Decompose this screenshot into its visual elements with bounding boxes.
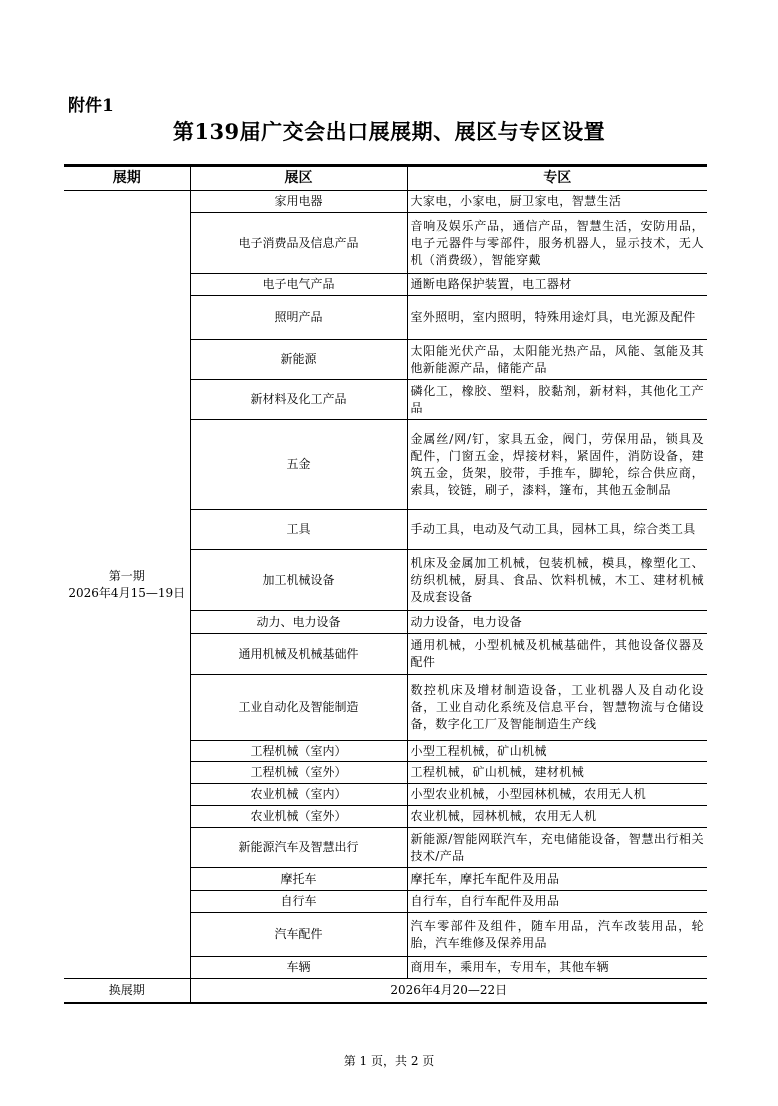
page-title: 第139届广交会出口展展期、展区与专区设置 <box>172 119 606 144</box>
phase-name: 第一期 <box>108 568 145 583</box>
zone-cell: 通用机械，小型机械及机械基础件，其他设备仪器及配件 <box>407 634 707 675</box>
area-cell: 通用机械及机械基础件 <box>190 634 407 675</box>
area-cell: 动力、电力设备 <box>190 611 407 634</box>
phase-date: 2026年4月15—19日 <box>68 585 186 600</box>
zone-cell: 手动工具，电动及气动工具，园林工具，综合类工具 <box>407 510 707 550</box>
zone-cell: 室外照明，室内照明，特殊用途灯具，电光源及配件 <box>407 296 707 340</box>
zone-cell: 动力设备，电力设备 <box>407 611 707 634</box>
header-zone: 专区 <box>407 166 707 191</box>
area-cell: 自行车 <box>190 891 407 913</box>
area-cell: 新材料及化工产品 <box>190 380 407 420</box>
page-footer: 第 1 页，共 2 页 <box>343 1054 435 1068</box>
changeover-date: 2026年4月20—22日 <box>190 979 707 1004</box>
exhibition-table <box>64 164 707 1004</box>
area-cell: 新能源汽车及智慧出行 <box>190 828 407 868</box>
area-cell: 农业机械（室外） <box>190 806 407 828</box>
changeover-label: 换展期 <box>64 979 190 1004</box>
zone-cell: 小型农业机械，小型园林机械，农用无人机 <box>407 784 707 806</box>
header-area: 展区 <box>190 166 407 191</box>
zone-cell: 摩托车，摩托车配件及用品 <box>407 868 707 891</box>
zone-cell: 工程机械，矿山机械，建材机械 <box>407 762 707 784</box>
zone-cell: 商用车，乘用车，专用车，其他车辆 <box>407 957 707 979</box>
area-cell: 电子电气产品 <box>190 274 407 296</box>
table-header-row <box>64 166 707 191</box>
zone-cell: 机床及金属加工机械，包装机械，模具，橡塑化工、纺织机械，厨具、食品、饮料机械，木工、建材机械及成套设备 <box>407 550 707 611</box>
area-cell: 照明产品 <box>190 296 407 340</box>
area-cell: 汽车配件 <box>190 913 407 957</box>
zone-cell: 小型工程机械，矿山机械 <box>407 741 707 762</box>
area-cell: 工业自动化及智能制造 <box>190 675 407 741</box>
area-cell: 农业机械（室内） <box>190 784 407 806</box>
table-row <box>64 191 707 213</box>
area-cell: 工程机械（室外） <box>190 762 407 784</box>
zone-cell: 汽车零部件及组件，随车用品，汽车改装用品，轮胎，汽车维修及保养用品 <box>407 913 707 957</box>
zone-cell: 数控机床及增材制造设备，工业机器人及自动化设备，工业自动化系统及信息平台，智慧物流与仓储设备，数字化工厂及智能制造生产线 <box>407 675 707 741</box>
area-cell: 摩托车 <box>190 868 407 891</box>
table-body <box>64 191 707 1004</box>
header-phase: 展期 <box>64 166 190 191</box>
zone-cell: 农业机械，园林机械，农用无人机 <box>407 806 707 828</box>
changeover-row <box>64 979 707 1004</box>
zone-cell: 通断电路保护装置，电工器材 <box>407 274 707 296</box>
zone-cell: 磷化工，橡胶、塑料，胶黏剂，新材料，其他化工产品 <box>407 380 707 420</box>
zone-cell: 音响及娱乐产品，通信产品，智慧生活，安防用品，电子元器件与零部件，服务机器人，显示技术，无人机（消费级），智能穿戴 <box>407 213 707 274</box>
zone-cell: 太阳能光伏产品，太阳能光热产品，风能、氢能及其他新能源产品，储能产品 <box>407 340 707 380</box>
area-cell: 五金 <box>190 420 407 510</box>
zone-cell: 自行车，自行车配件及用品 <box>407 891 707 913</box>
zone-cell: 金属丝/网/钉，家具五金，阀门，劳保用品，锁具及配件，门窗五金，焊接材料，紧固件，消防设备，建筑五金，货架，胶带，手推车，脚轮，综合供应商，索具，铰链，刷子，漆料，篷布，其他五金制品 <box>407 420 707 510</box>
zone-cell: 新能源/智能网联汽车，充电储能设备，智慧出行相关技术/产品 <box>407 828 707 868</box>
area-cell: 加工机械设备 <box>190 550 407 611</box>
area-cell: 新能源 <box>190 340 407 380</box>
area-cell: 车辆 <box>190 957 407 979</box>
area-cell: 电子消费品及信息产品 <box>190 213 407 274</box>
attachment-label: 附件1 <box>68 96 114 116</box>
area-cell: 工程机械（室内） <box>190 741 407 762</box>
zone-cell: 大家电，小家电，厨卫家电，智慧生活 <box>407 191 707 213</box>
area-cell: 家用电器 <box>190 191 407 213</box>
phase-cell <box>64 191 190 979</box>
area-cell: 工具 <box>190 510 407 550</box>
